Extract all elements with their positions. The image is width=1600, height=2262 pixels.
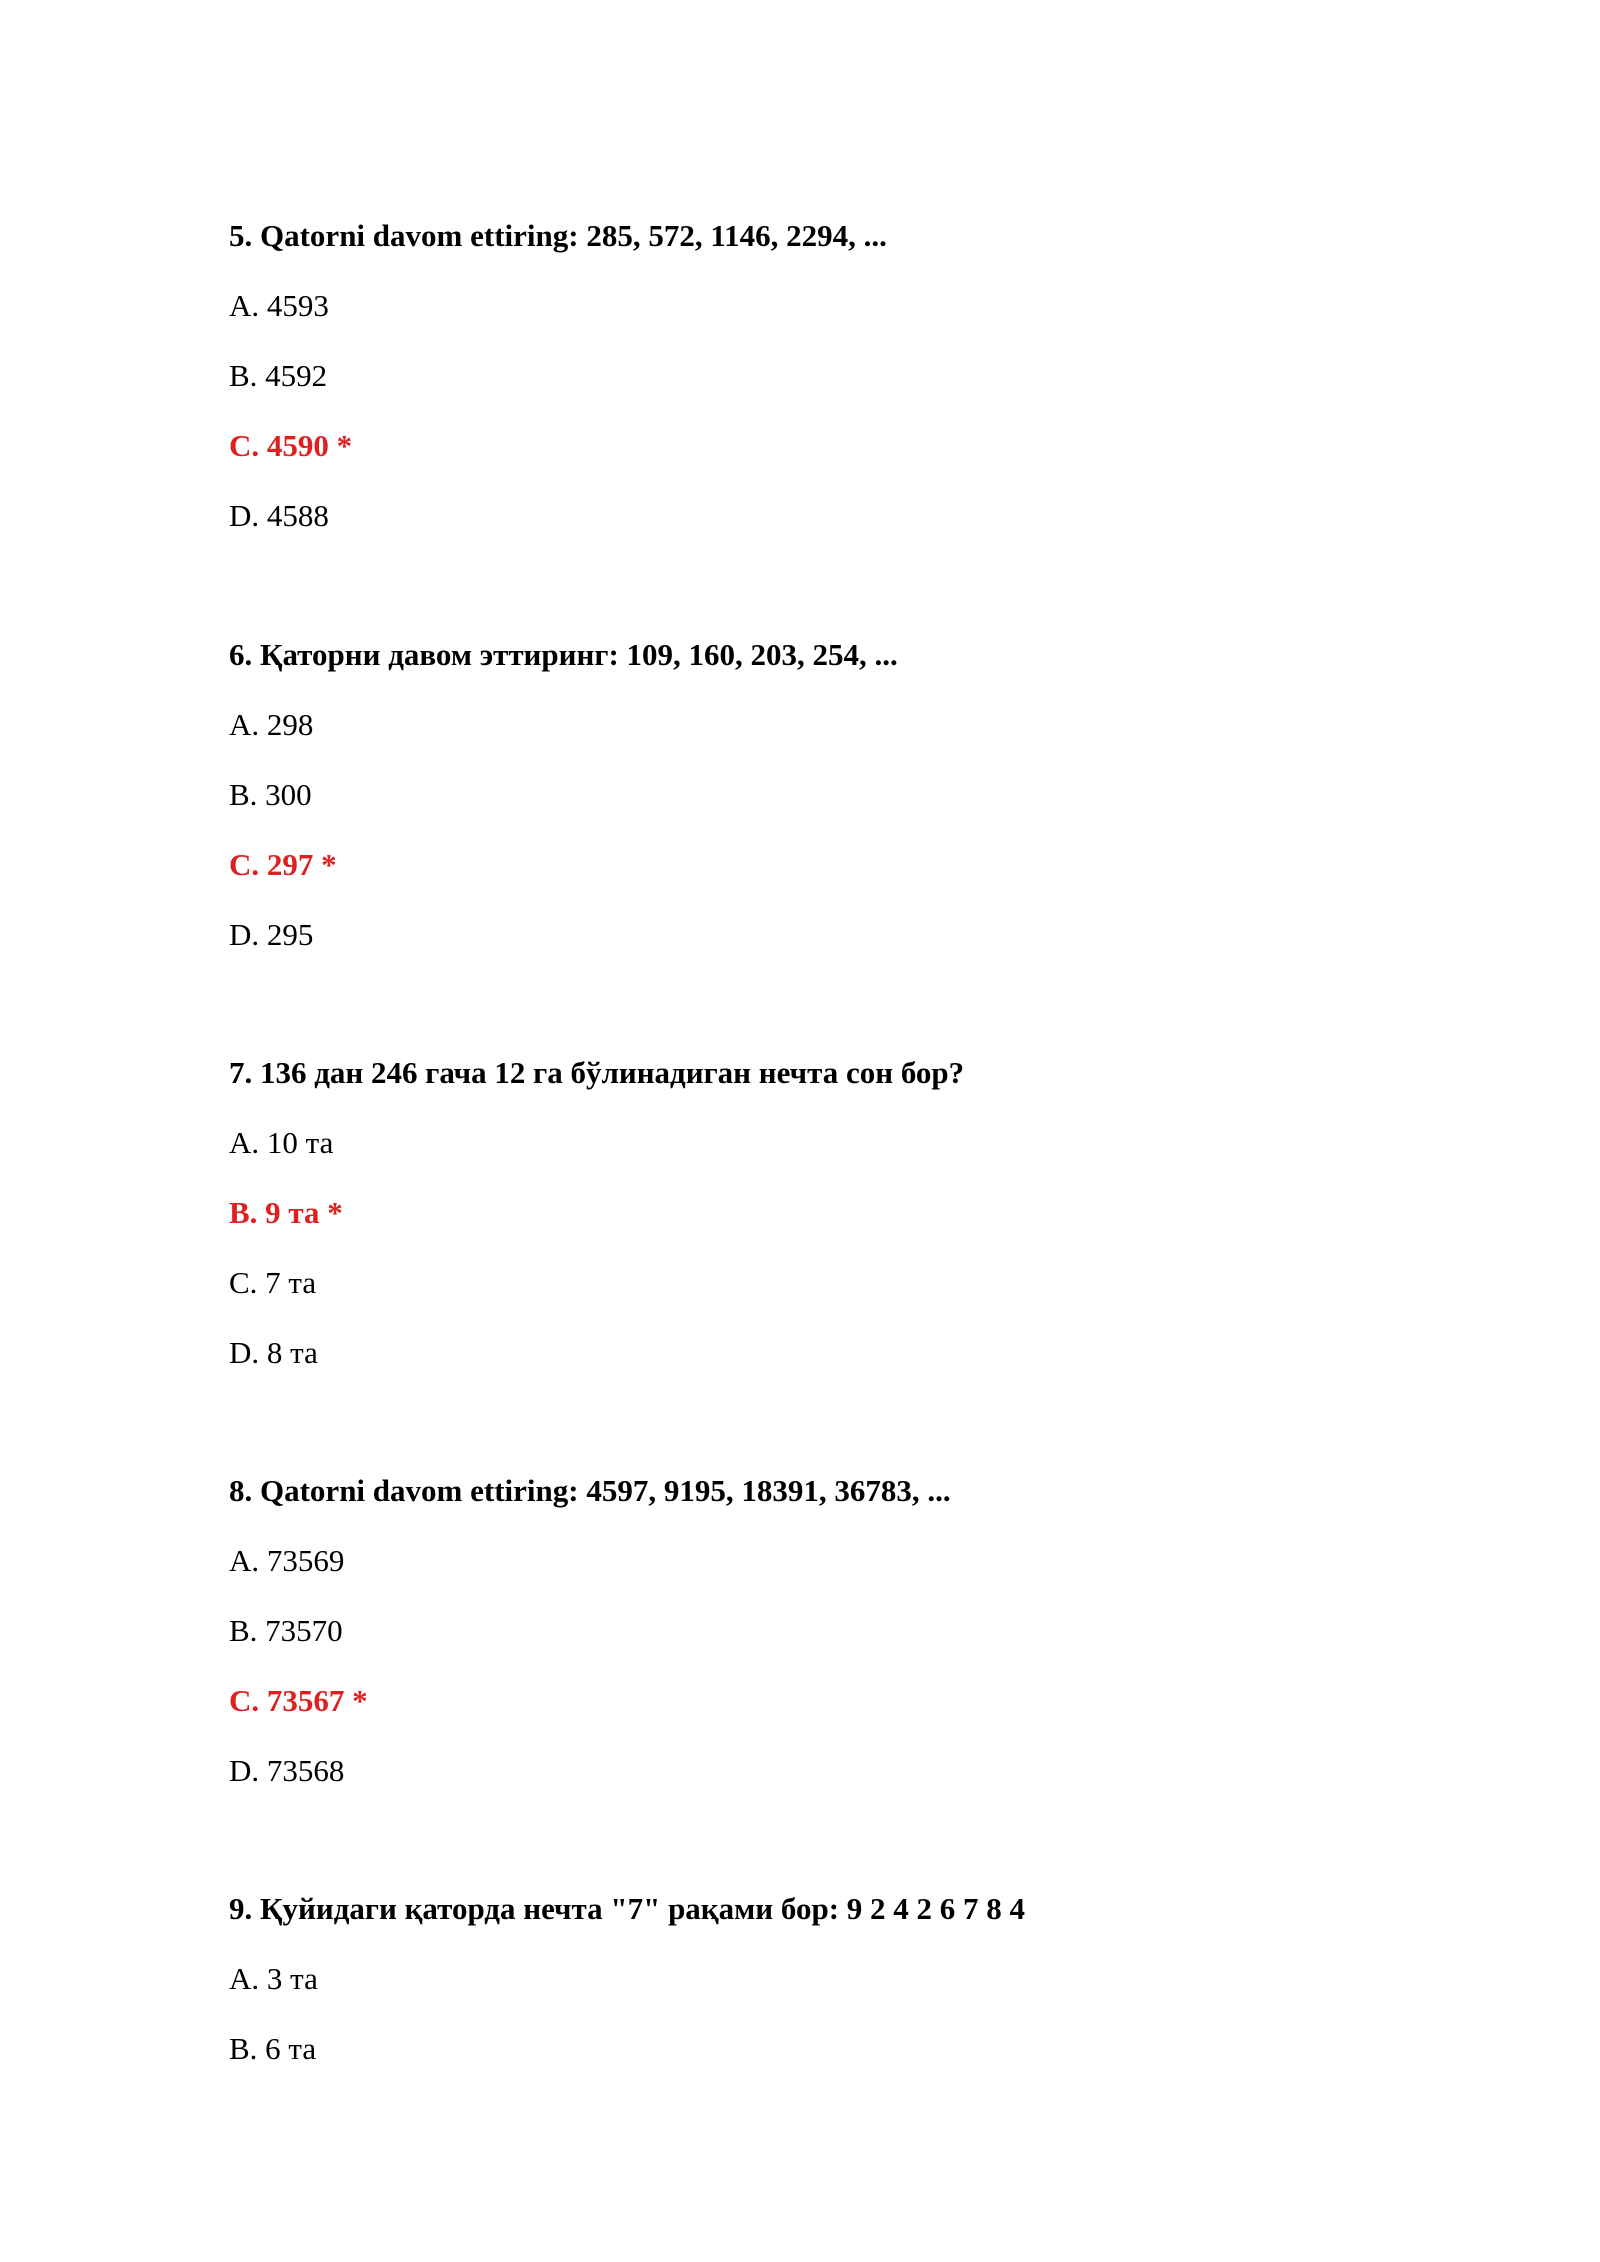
question-text: 9. Қуйидаги қаторда нечта "7" рақами бор: 9 2 4 2 6 7 8 4 <box>229 1891 1026 1926</box>
option-b: B. 73570 <box>229 1613 343 1648</box>
option-a: A. 10 та <box>229 1125 334 1160</box>
option-a: A. 4593 <box>229 288 329 323</box>
option-d: D. 4588 <box>229 498 329 533</box>
option-c-correct: C. 4590 * <box>229 428 353 463</box>
option-a: A. 3 та <box>229 1961 318 1996</box>
option-b-correct: B. 9 та * <box>229 1195 343 1230</box>
question-7 <box>229 1055 1509 1405</box>
option-d: D. 295 <box>229 917 314 952</box>
option-b: B. 4592 <box>229 358 328 393</box>
option-c-correct: C. 297 * <box>229 847 337 882</box>
option-a: A. 298 <box>229 707 314 742</box>
question-5 <box>229 218 1509 568</box>
question-9 <box>229 1891 1509 2101</box>
option-c: C. 7 та <box>229 1265 317 1300</box>
question-text: 8. Qatorni davom ettiring: 4597, 9195, 18391, 36783, ... <box>229 1473 951 1508</box>
question-text: 5. Qatorni davom ettiring: 285, 572, 1146, 2294, ... <box>229 218 887 253</box>
option-c-correct: C. 73567 * <box>229 1683 368 1718</box>
question-text: 6. Қаторни давом эттиринг: 109, 160, 203, 254, ... <box>229 637 898 672</box>
option-d: D. 73568 <box>229 1753 345 1788</box>
question-6 <box>229 637 1509 987</box>
option-d: D. 8 та <box>229 1335 318 1370</box>
question-8 <box>229 1473 1509 1823</box>
option-b: B. 6 та <box>229 2031 317 2066</box>
question-text: 7. 136 дан 246 гача 12 га бўлинадиган нечта сон бор? <box>229 1055 965 1090</box>
option-b: B. 300 <box>229 777 312 812</box>
option-a: A. 73569 <box>229 1543 345 1578</box>
